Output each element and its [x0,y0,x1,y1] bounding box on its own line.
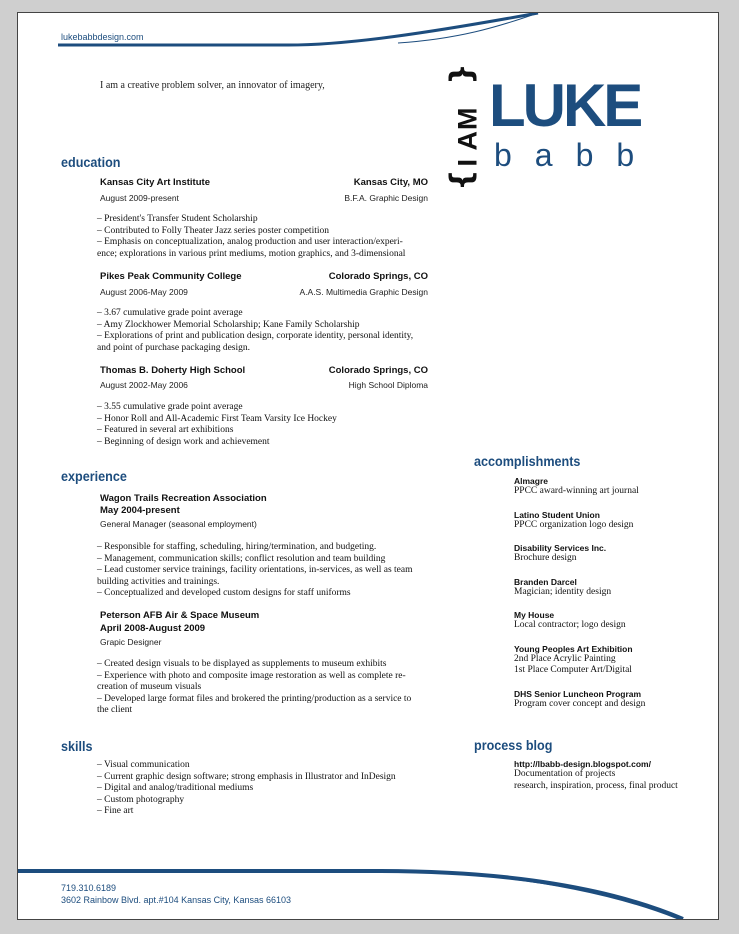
list-item: – Explorations of print and publication design, corporate identity, personal identity, [97,331,414,341]
edu-degree-3: High School Diploma [348,380,428,390]
logo-brace-top: { [445,63,481,85]
footer-contact [61,882,291,906]
process-blog-heading: process blog [474,737,553,753]
logo-i-am: I AM [452,106,483,167]
list-item: – Emphasis on conceptualization, analog production and user interaction/experi- [97,237,403,247]
accomplishments-list [514,476,645,710]
footer-address: 3602 Rainbow Blvd. apt.#104 Kansas City, Kansas 66103 [61,895,291,905]
resume-page [17,12,719,920]
exp-bullets-1 [97,542,427,600]
exp-dates-1: May 2004-present [100,505,180,516]
list-item: – Management, communication skills; conflict resolution and team building [97,553,386,564]
list-item: – Visual communication [97,760,190,770]
list-item: – Responsible for staffing, scheduling, hiring/termination, and budgeting. [97,542,377,552]
exp-title-1: General Manager (seasonal employment) [100,519,257,529]
list-item: – Digital and analog/traditional mediums [97,783,254,793]
blog-url[interactable]: http://lbabb-design.blogspot.com/ [514,759,651,769]
list-item: – Lead customer service trainings, facility orientations, in-services, as well as team [97,565,413,575]
edu-bullets-1 [97,214,427,260]
list-item: Young Peoples Art Exhibition 2nd Place Acrylic Painting 1st Place Computer Art/Digital [514,643,633,675]
list-item: – Amy Zlockhower Memorial Scholarship; Kane Family Scholarship [97,319,360,330]
list-item: – Created design visuals to be displayed as supplements to museum exhibits [97,659,387,669]
list-item: – Custom photography [97,794,185,805]
experience-heading: experience [61,468,127,484]
intro-text: I am a creative problem solver, an innovator of imagery, [100,80,325,91]
list-item: – President's Transfer Student Scholarship [97,214,258,224]
edu-degree-2: A.A.S. Multimedia Graphic Design [299,287,428,297]
list-item: – Honor Roll and All-Academic First Team Varsity Ice Hockey [97,413,337,424]
list-item: and point of purchase packaging design. [97,342,251,353]
logo-first-name: LUKE [489,72,641,139]
list-item: – Fine art [97,806,134,816]
list-item: building activities and trainings. [97,576,220,587]
edu-dates-3: August 2002-May 2006 [100,380,188,390]
list-item: – Current graphic design software; strong emphasis in Illustrator and InDesign [97,771,396,782]
edu-bullets-2 [97,308,427,354]
website-url[interactable]: lukebabbdesign.com [61,32,144,42]
logo-last-name: babb [494,137,658,173]
exp-org-2: Peterson AFB Air & Space Museum [100,610,260,621]
edu-location-2: Colorado Springs, CO [328,271,428,282]
logo-brace-bottom: } [445,169,481,191]
exp-title-2: Grapic Designer [100,637,162,647]
exp-bullets-2 [97,659,427,717]
list-item: Disability Services Inc. Brochure design [514,543,607,563]
list-item: – Conceptualized and developed custom designs for staff uniforms [97,588,351,598]
list-item: – Experience with photo and composite image restoration as well as complete re- [97,670,406,681]
list-item: the client [97,705,133,715]
list-item: – 3.55 cumulative grade point average [97,402,243,412]
edu-dates-2: August 2006-May 2009 [100,287,188,297]
exp-dates-2: April 2008-August 2009 [100,623,206,634]
footer-phone: 719.310.6189 [61,883,117,893]
list-item: My House Local contractor; logo design [514,610,626,630]
skills-list [97,760,427,818]
edu-school-2: Pikes Peak Community College [100,271,242,282]
list-item: – Contributed to Folly Theater Jazz series poster competition [97,225,329,236]
list-item: DHS Senior Luncheon Program Program cover concept and design [514,688,646,709]
list-item: – Featured in several art exhibitions [97,425,234,435]
edu-school-1: Kansas City Art Institute [100,177,210,188]
education-heading: education [61,154,121,170]
list-item: – Developed large format files and brokered the printing/production as a service to [97,693,412,704]
list-item: – Beginning of design work and achievement [97,436,270,447]
blog-line-1: Documentation of projects [514,769,616,779]
skills-heading: skills [61,738,93,754]
list-item: Almagre PPCC award-winning art journal [514,476,639,496]
edu-dates-1: August 2009-present [100,193,179,203]
blog-line-2: research, inspiration, process, final product [514,780,678,791]
edu-bullets-3 [97,402,427,448]
list-item: – 3.67 cumulative grade point average [97,308,243,318]
list-item: Latino Student Union PPCC organization logo design [514,509,634,530]
list-item: ence; explorations in various print mediums, motion graphics, and 3-dimensional [97,248,406,259]
exp-org-1: Wagon Trails Recreation Association [100,493,267,504]
list-item: creation of museum visuals [97,682,202,692]
edu-location-3: Colorado Springs, CO [328,365,428,376]
process-blog-body [514,759,678,792]
list-item: Branden Darcel Magician; identity design [514,576,612,597]
edu-location-1: Kansas City, MO [353,177,428,188]
edu-school-3: Thomas B. Doherty High School [100,365,246,376]
edu-degree-1: B.F.A. Graphic Design [344,193,428,203]
accomplishments-heading: accomplishments [474,453,581,469]
